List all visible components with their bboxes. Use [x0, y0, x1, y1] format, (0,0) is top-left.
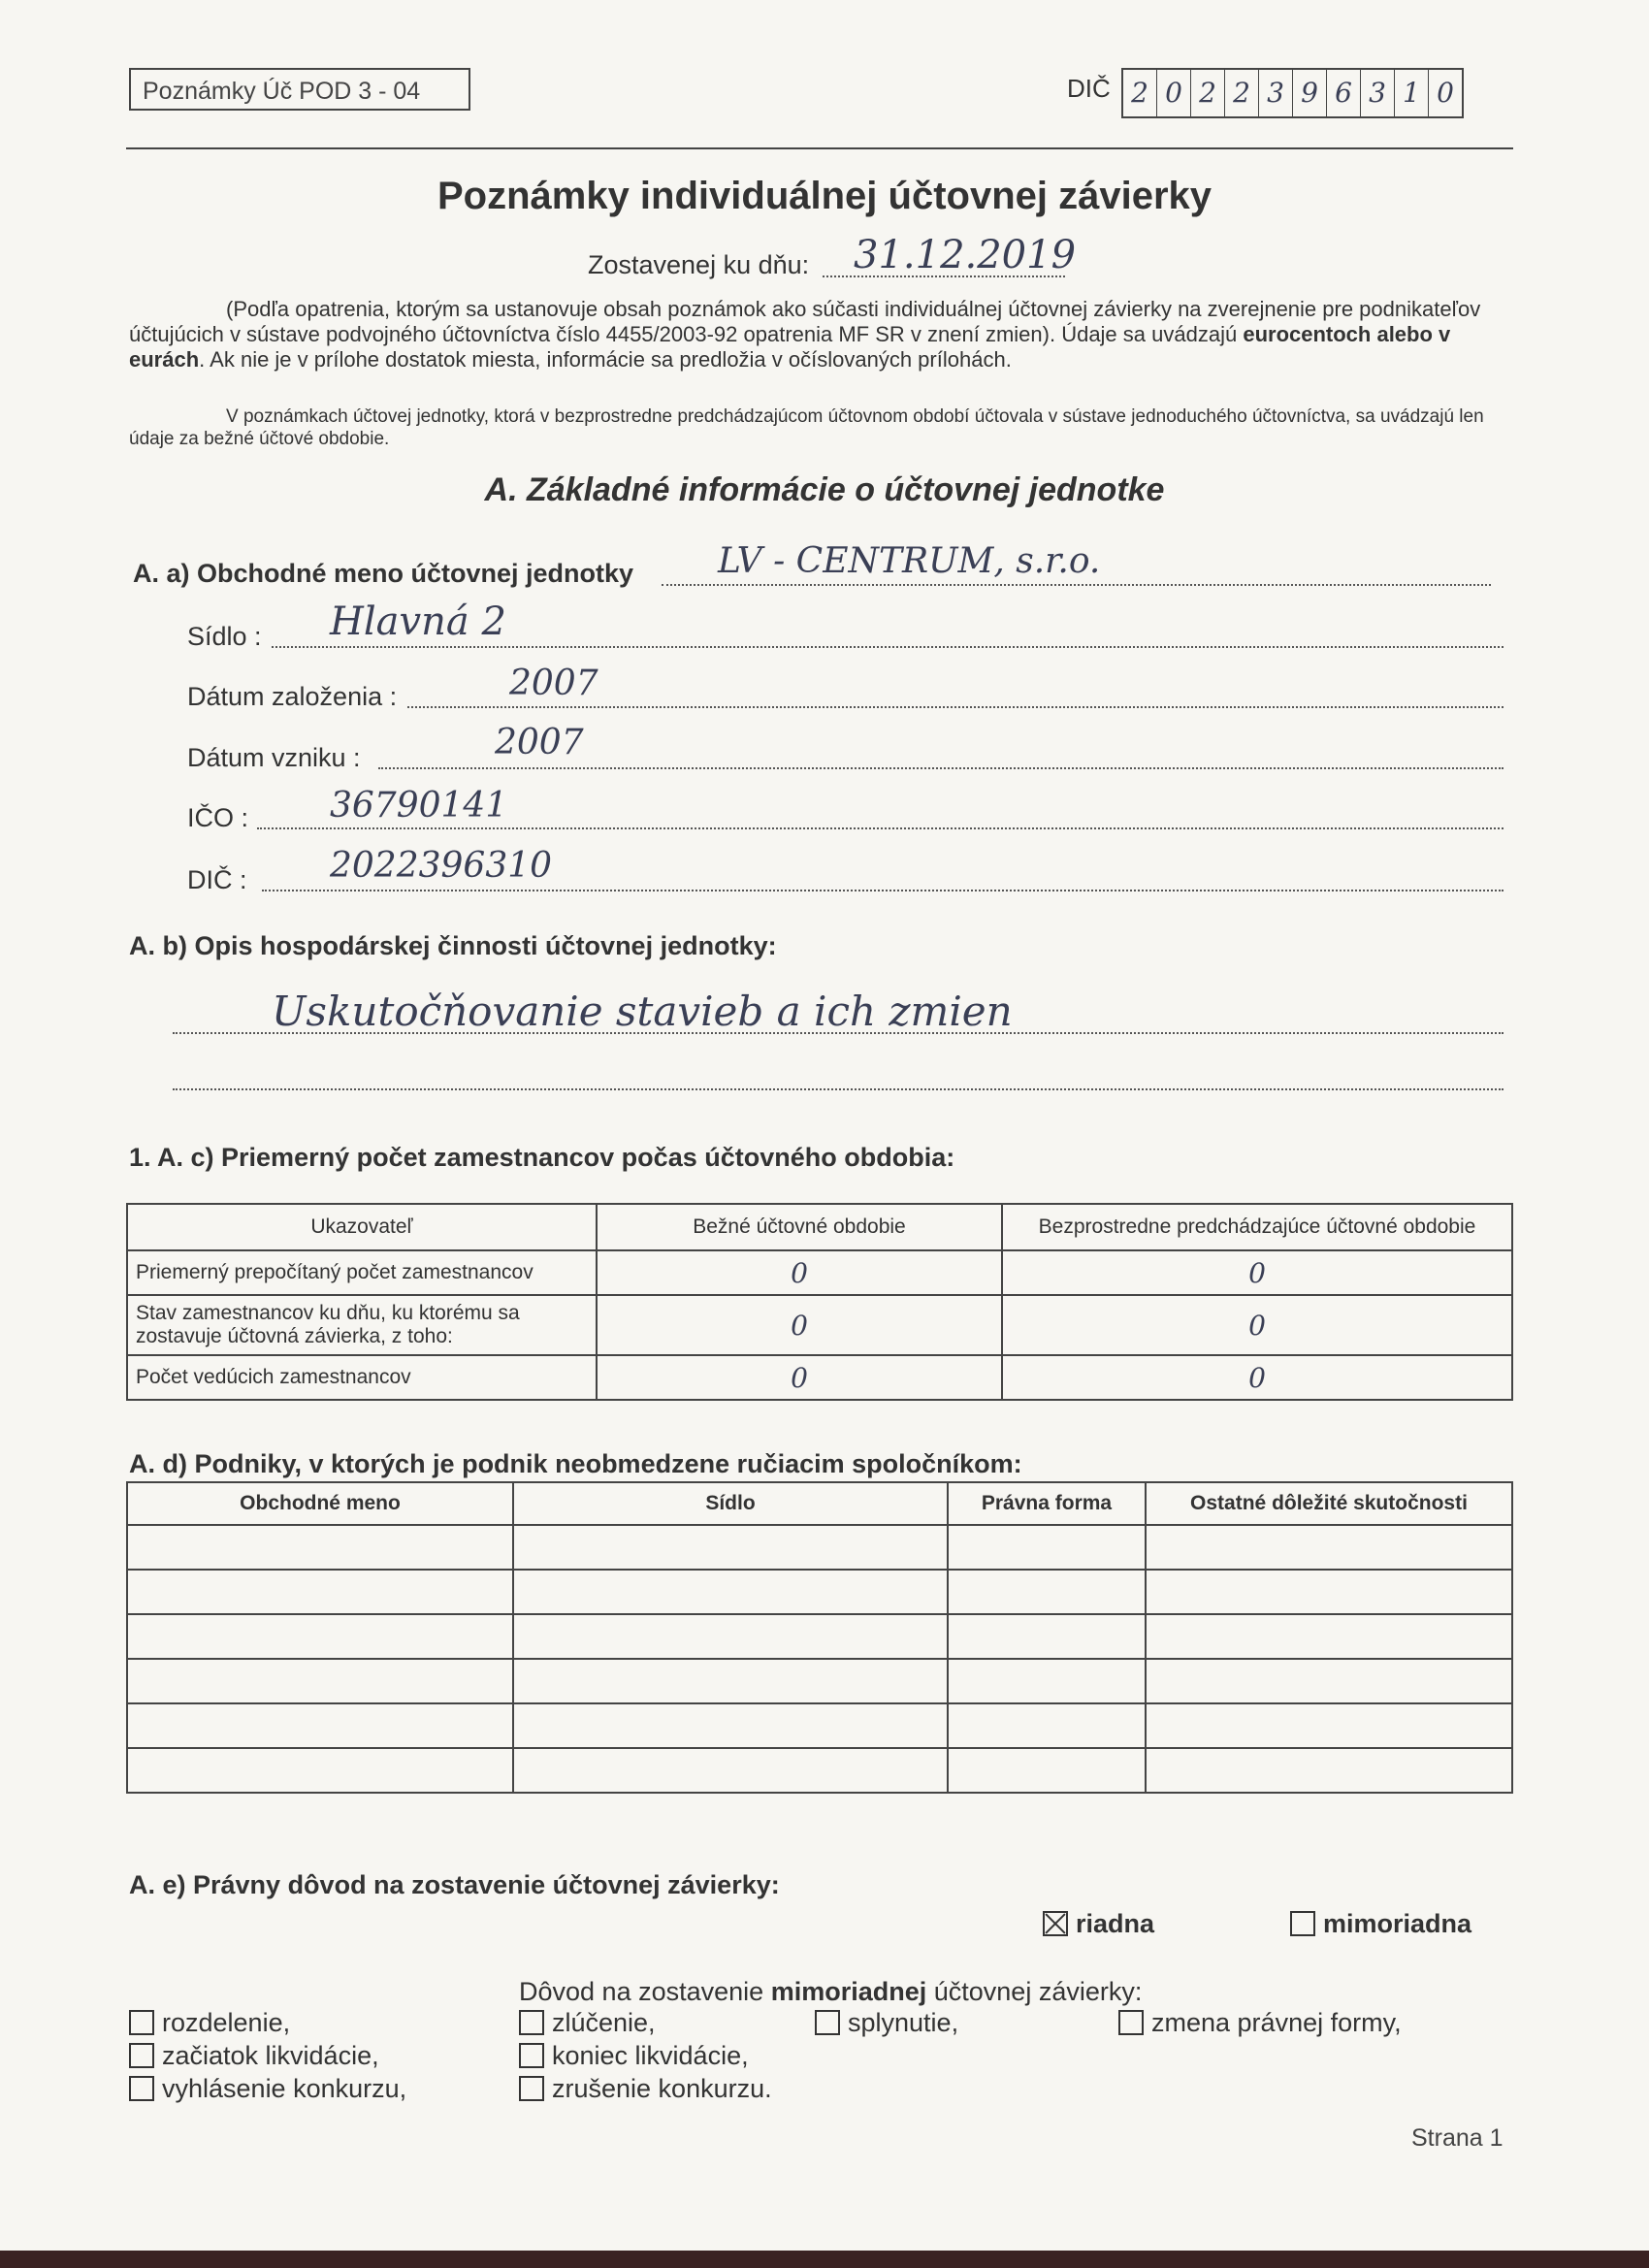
table-row	[127, 1355, 1512, 1400]
intro-text: (Podľa opatrenia, ktorým sa ustanovuje obsah poznámok ako súčasti individuálnej účtovnej závierky na zverejnenie pre podnikateľov účtujúcich v sústave podvojného účtovníctva číslo 4455/2003-92 opatrenia MF SR v znení zmien). Údaje sa uvádzajú	[129, 297, 1481, 346]
dic-digit: 9	[1293, 70, 1327, 116]
scan-edge	[0, 2251, 1649, 2268]
dic-digit: 3	[1361, 70, 1395, 116]
previous-value	[1002, 1355, 1512, 1400]
current-value-text: 0	[791, 1309, 808, 1342]
option-splynutie[interactable]	[815, 2008, 958, 2038]
current-value	[597, 1295, 1002, 1355]
dotted-line	[407, 706, 1504, 708]
column-header: Ostatné dôležité skutočnosti	[1146, 1482, 1512, 1525]
activity-value: Uskutočňovanie stavieb a ich zmien	[272, 988, 1013, 1035]
dic-label: DIČ :	[187, 865, 247, 894]
compiled-as-of-value: 31.12.2019	[854, 233, 1077, 277]
dic-header-label: DIČ	[1067, 74, 1111, 103]
dotted-line	[662, 584, 1491, 586]
table-row	[127, 1748, 1512, 1793]
dic-digit: 3	[1259, 70, 1293, 116]
previous-value	[1002, 1295, 1512, 1355]
option-rozdelenie[interactable]	[129, 2008, 290, 2038]
dic-digit: 0	[1437, 77, 1454, 109]
reason-suffix: účtovnej závierky:	[933, 1977, 1143, 2006]
a-b-label: A. b) Opis hospodárskej činnosti účtovnej jednotky:	[129, 931, 777, 960]
column-header: Sídlo	[513, 1482, 948, 1525]
option-label: rozdelenie,	[162, 2008, 291, 2037]
a-d-label: A. d) Podniky, v ktorých je podnik neobmedzene ručiacim spoločníkom:	[129, 1449, 1022, 1478]
form-code-box: Poznámky Úč POD 3 - 04	[129, 68, 470, 111]
sidlo-label: Sídlo :	[187, 622, 262, 651]
company-name-value: LV - CENTRUM, s.r.o.	[718, 541, 1101, 581]
reason-prefix: Dôvod na zostavenie	[519, 1977, 764, 2006]
table-row	[127, 1570, 1512, 1614]
page-number: Strana 1	[1411, 2124, 1504, 2152]
reason-bold: mimoriadnej	[770, 1977, 927, 2006]
intro-text-bold: eurocentoch alebo v eurách	[129, 322, 1451, 372]
dotted-line	[272, 646, 1504, 648]
previous-value-text: 0	[1248, 1309, 1266, 1342]
dotted-line	[257, 827, 1504, 829]
reason-heading	[519, 1977, 1142, 2007]
table-row	[127, 1703, 1512, 1748]
option-koniec-likvidacie[interactable]	[519, 2041, 749, 2071]
row-label: Stav zamestnancov ku dňu, ku ktorému sa zostavuje účtovná závierka, z toho:	[127, 1295, 597, 1355]
vznik-value: 2007	[495, 723, 584, 762]
header-divider	[126, 147, 1513, 149]
intro-note-text: V poznámkach účtovej jednotky, ktorá v bezprostredne predchádzajúcom účtovnom období účtovala v sústave jednoduchého účtovníctva, sa uvádzajú len údaje za bežné účtové obdobie.	[129, 406, 1484, 449]
table-header-row	[127, 1204, 1512, 1250]
table-row	[127, 1659, 1512, 1703]
riadna-label: riadna	[1076, 1909, 1155, 1938]
a-c-label: 1. A. c) Priemerný počet zamestnancov počas účtovného obdobia:	[129, 1143, 955, 1172]
checkbox[interactable]	[519, 2010, 544, 2035]
ico-label: IČO :	[187, 803, 249, 832]
current-value	[597, 1250, 1002, 1295]
checkbox[interactable]	[129, 2043, 154, 2068]
dic-digit: 2	[1191, 70, 1225, 116]
dic-digit: 6	[1327, 70, 1361, 116]
checkbox[interactable]	[519, 2076, 544, 2101]
current-value-text: 0	[791, 1361, 808, 1394]
option-label: zmena právnej formy,	[1151, 2008, 1402, 2037]
zalozenie-label: Dátum založenia :	[187, 682, 398, 711]
table-row	[127, 1250, 1512, 1295]
a-e-label: A. e) Právny dôvod na zostavenie účtovnej závierky:	[129, 1870, 780, 1899]
option-label: vyhlásenie konkurzu,	[162, 2074, 407, 2103]
checkbox[interactable]	[815, 2010, 840, 2035]
ico-value: 36790141	[330, 786, 508, 826]
option-vyhlasenie-konkurzu[interactable]	[129, 2074, 406, 2104]
riadna-checkbox[interactable]	[1043, 1911, 1068, 1936]
mimoriadna-label: mimoriadna	[1323, 1909, 1472, 1938]
intro-note	[129, 405, 1516, 450]
previous-value	[1002, 1250, 1512, 1295]
dic-digit: 2	[1123, 70, 1157, 116]
riadna-option[interactable]	[1043, 1909, 1154, 1939]
intro-paragraph	[129, 297, 1516, 373]
checkbox[interactable]	[129, 2010, 154, 2035]
previous-value-text: 0	[1248, 1256, 1266, 1289]
dic-value: 2022396310	[330, 846, 553, 886]
checkbox[interactable]	[519, 2043, 544, 2068]
table-row	[127, 1614, 1512, 1659]
option-label: zrušenie konkurzu.	[552, 2074, 772, 2103]
option-label: koniec likvidácie,	[552, 2041, 749, 2070]
section-a-title: A. Základné informácie o účtovnej jednotke	[484, 471, 1165, 508]
column-header: Obchodné meno	[127, 1482, 513, 1525]
page-title: Poznámky individuálnej účtovnej závierky	[436, 175, 1212, 217]
vznik-label: Dátum vzniku :	[187, 743, 361, 772]
a-a-label: A. a) Obchodné meno účtovnej jednotky	[133, 559, 634, 588]
dotted-line	[173, 1088, 1504, 1090]
option-zaciatok-likvidacie[interactable]	[129, 2041, 379, 2071]
partnerships-table	[126, 1481, 1513, 1794]
column-header: Bezprostredne predchádzajúce účtovné obdobie	[1002, 1204, 1512, 1250]
column-header: Ukazovateľ	[127, 1204, 597, 1250]
previous-value-text: 0	[1248, 1361, 1266, 1394]
row-label: Počet vedúcich zamestnancov	[127, 1355, 597, 1400]
dotted-line	[378, 767, 1504, 769]
checkbox[interactable]	[1118, 2010, 1144, 2035]
table-header-row	[127, 1482, 1512, 1525]
option-zlucenie[interactable]	[519, 2008, 656, 2038]
option-label: zlúčenie,	[552, 2008, 656, 2037]
row-label: Priemerný prepočítaný počet zamestnancov	[127, 1250, 597, 1295]
sidlo-value: Hlavná 2	[330, 599, 506, 644]
zalozenie-value: 2007	[509, 664, 598, 703]
option-zrusenie-konkurzu[interactable]	[519, 2074, 772, 2104]
mimoriadna-checkbox[interactable]	[1290, 1911, 1315, 1936]
intro-text-end: . Ak nie je v prílohe dostatok miesta, informácie sa predložia v očíslovaných prílohách.	[199, 347, 1012, 372]
dic-digit: 2	[1225, 70, 1259, 116]
dic-digit: 0	[1157, 70, 1191, 116]
dic-digit-boxes	[1121, 68, 1464, 118]
table-row	[127, 1295, 1512, 1355]
current-value	[597, 1355, 1002, 1400]
employees-table	[126, 1203, 1513, 1401]
column-header: Bežné účtovné obdobie	[597, 1204, 1002, 1250]
checkbox[interactable]	[129, 2076, 154, 2101]
option-label: začiatok likvidácie,	[162, 2041, 379, 2070]
option-zmena-pravnej-formy[interactable]	[1118, 2008, 1402, 2038]
table-row	[127, 1525, 1512, 1570]
option-label: splynutie,	[848, 2008, 959, 2037]
column-header: Právna forma	[948, 1482, 1146, 1525]
mimoriadna-option[interactable]	[1290, 1909, 1471, 1939]
compiled-as-of-label: Zostavenej ku dňu:	[588, 250, 810, 279]
dic-digit: 1	[1395, 70, 1429, 116]
current-value-text: 0	[791, 1256, 808, 1289]
dotted-line	[262, 890, 1504, 891]
